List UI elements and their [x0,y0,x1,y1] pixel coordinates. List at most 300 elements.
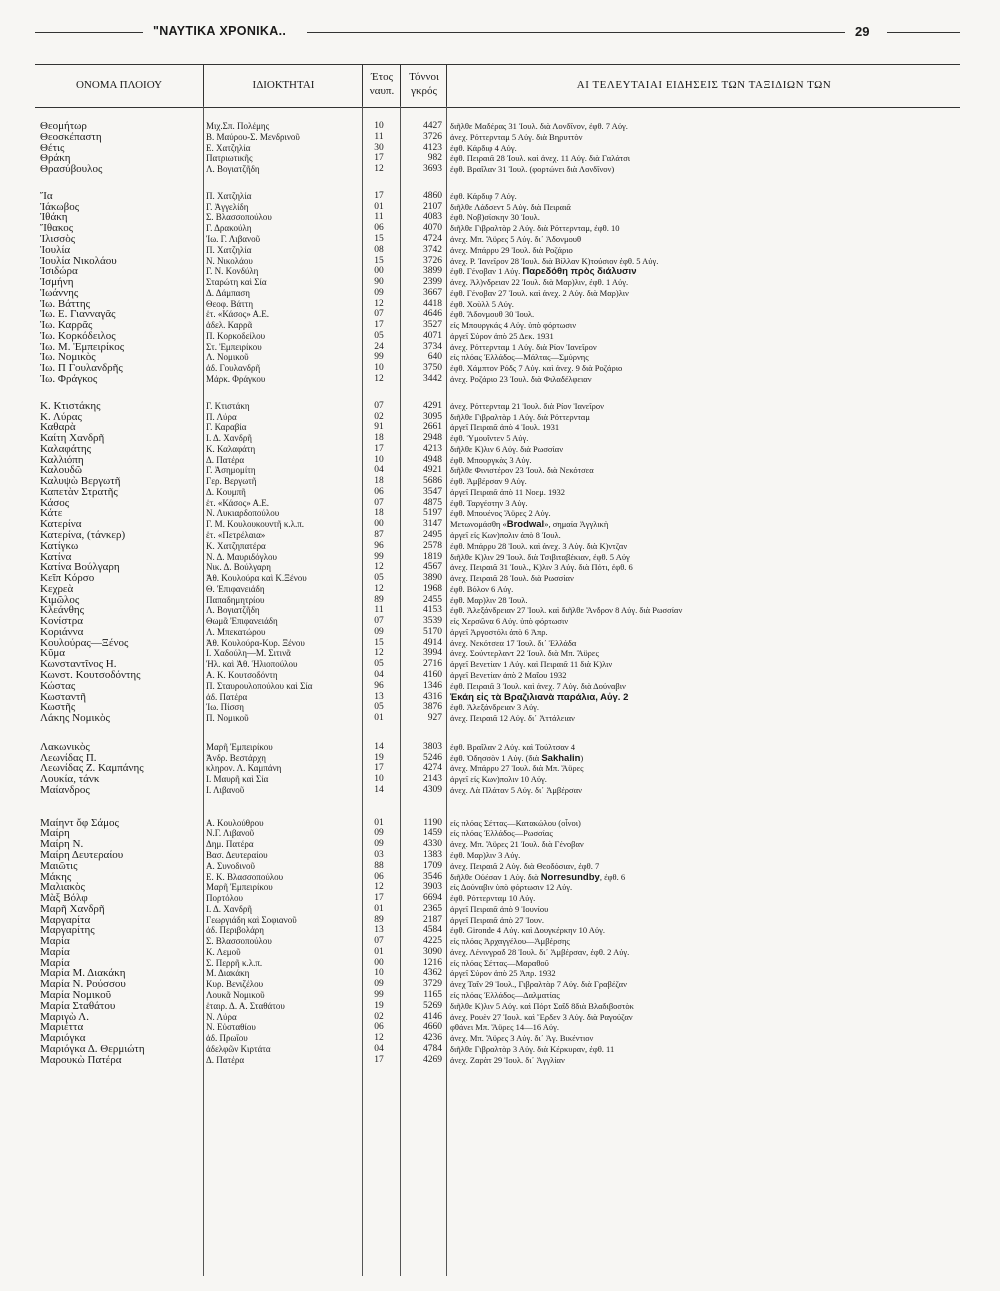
latest-news: Μετωνομάσθη «Brodwal», σημαία Ἀγγλικὴ [450,519,609,531]
build-year: 05 [374,659,384,670]
ship-owner: Π. Νομικοῦ [206,713,249,723]
gross-tons: 3750 [423,363,442,374]
gross-tons: 1819 [423,551,442,562]
gross-tons: 4236 [423,1033,442,1044]
latest-news: ἀργεῖ Βενετίαν ἀπὸ 2 Μαΐου 1932 [450,670,567,680]
ship-name: Κάτε [40,507,63,520]
ship-name: Μαίρη Δευτεραίου [40,849,124,861]
gross-tons: 982 [427,153,442,164]
ship-owner: Π. Χατζηλία [206,244,252,255]
gross-tons: 3729 [423,979,442,990]
ship-owner: Στ. Ἐμπειρίκου [206,341,262,352]
build-year: 15 [374,255,384,266]
build-year: 17 [374,1054,384,1065]
gross-tons: 3667 [423,287,442,298]
latest-news: ἀνεχ. Ἀλ)νδρειαν 22 Ἰουλ. διὰ Μαρ)λιν, ἐφθ. 1 Αὐγ. [450,277,629,287]
ship-name: Μαλιακὸς [40,881,85,894]
latest-news: ἐφθ. Ἄδονμουθ 30 Ἰουλ. [450,309,535,320]
latest-news: ἀργεῖ Σύρον ἀπὸ 25 Ἀπρ. 1932 [450,968,556,979]
ship-name: Κατίγκω [40,539,79,552]
ship-name: Κατίνα Βούλγαρη [40,561,120,574]
build-year: 17 [374,443,384,454]
gross-tons: 4083 [423,212,442,223]
gross-tons: 5197 [423,508,442,519]
gross-tons: 4269 [423,1054,442,1065]
gross-tons: 4427 [423,121,442,131]
col-divider [446,65,447,107]
gross-tons: 4584 [423,925,442,936]
build-year: 99 [374,990,384,1000]
gross-tons: 3726 [423,131,442,142]
latest-news: ἀνεχ. Ζαρὰτ 29 Ἰουλ. δι᾽ Ἀγγλίαν [450,1054,565,1065]
ship-name: Κατερίνα [40,518,82,531]
ship-name: Ἰουλία [40,243,71,256]
latest-news: ἀργεῖ εἰς Κων)πολιν ἀπὸ 8 Ἰουλ. [450,529,561,540]
ship-owner: Θ. Ἐπιφανειάδη [206,583,265,594]
ship-name: Ἴθακος [40,222,74,235]
ship-owner: Σ. Βλασσοπούλου [206,212,272,223]
latest-news: ἐφθ. Γένοβαν 27 Ἰουλ. καὶ ἀνεχ. 2 Αὐγ. διὰ Μαρ)λιν [450,287,629,298]
latest-news: εἰς πλόας Σέττας—Κατακώλου (οἶνοι) [450,817,581,828]
build-year: 08 [374,244,384,255]
latest-news: διῆλθε Λάδσεντ 5 Αὐγ. διὰ Πειραιᾶ [450,201,571,212]
build-year: 06 [374,223,384,234]
latest-news: ἐφθ. Ἀλεξάνδρειαν 3 Αὐγ. [450,702,540,713]
latest-news: διῆλθε Κ)λιν 29 Ἰουλ. διὰ Τσιβιταβέκιαν, ἐφθ. 5 Αὐγ [450,551,630,562]
gross-tons: 2143 [423,774,442,785]
ship-name: Κουλούρας—Ξένος [40,636,129,649]
ship-name: Μὰξ Βόλφ [40,892,88,904]
latest-news: ἀνεχ. Ρόττερνταμ 5 Αὐγ. διὰ Βηρυττὸν [450,131,583,142]
gross-tons: 4860 [423,190,442,201]
ship-owner: Ν. Λυκιαρδοπούλου [206,508,280,519]
ship-name: Μαριέττα [40,1021,84,1034]
latest-news: ἐφθ. Χάμπτον Ρόδς 7 Αὐγ. καὶ ἀνεχ. 9 διὰ Ροζάριο [450,363,623,374]
latest-news: ἐφθ. Ταργέοτην 3 Αὐγ. [450,497,528,508]
ship-owner: Ν. Δ. Μαυριδόγλου [206,551,277,562]
ship-owner: Κ. Χατζηπατέρα [206,540,266,551]
build-year: 06 [374,1022,384,1033]
ship-name: Ἰω. Μ. Ἐμπειρίκος [40,340,125,353]
ship-name: Μαργαρίτα [40,913,91,926]
ship-owner: Θωμᾶ Ἐπιφανειάδη [206,616,278,627]
magazine-title: "ΝΑΥΤΙΚΑ ΧΡΟΝΙΚΑ.. [153,24,287,38]
gross-tons: 4153 [423,605,442,616]
build-year: 13 [374,691,384,702]
latest-news: ἐφθ. Βόλον 6 Αὐγ. [450,583,514,594]
latest-news: ἀνεχ. Μπ. Ἄϋρες 21 Ἰουλ. διὰ Γένοβαν [450,839,584,850]
gross-tons: 6694 [423,893,442,903]
build-year: 90 [374,277,384,287]
ship-owner: Ν. Λύρα [206,1011,237,1022]
latest-news: εἰς Δούναβιν ὑπὸ φόρτωσιν 12 Αὐγ. [450,882,573,893]
ship-name: Καίτη Χανδρῆ [40,432,105,444]
ship-name: Μαριγὼ Λ. [40,1010,89,1023]
latest-news: ἀνεχ. Ρουὲν 27 Ἰουλ. καὶ Ἔρδεν 3 Αὐγ. διὰ Ραγούζαν [450,1011,633,1022]
ship-owner: Π. Σταυρουλοπούλου καὶ Σία [206,680,313,691]
build-year: 01 [374,903,384,914]
ship-name: Μαριόγκα [40,1032,86,1045]
ship-name: Κωνστ. Κουτσοδόντης [40,669,141,681]
gross-tons: 927 [427,713,442,723]
latest-news: ἀνεχ. Πειραιᾶ 12 Αὐγ. δι᾽ Ἀττάλειαν [450,713,575,723]
latest-news: ἀνεχ. Νεκότσεα 17 Ἰουλ. δι᾽ Ἑλλάδα [450,637,577,648]
ship-owner: Γ. Ν. Κονδύλη [206,266,259,277]
latest-news: ἐφθ. Βραΐλαν 31 Ἰουλ. (φορτώνει διὰ Λονδῖνον) [450,164,615,175]
gross-tons: 3693 [423,164,442,175]
build-year: 05 [374,330,384,341]
ship-name: Κιμῶλος [40,593,80,606]
ship-owner: Ν. Εὐσταθίου [206,1022,256,1033]
ship-owner: Γ. Ἀσημομίτη [206,465,256,476]
latest-news: ἀνεχ. Λένινγραδ 28 Ἰουλ. δι᾽ Ἀμβέρσαν, ἐφθ. 2 Αὐγ. [450,946,630,957]
ship-name: Μαρία Νομικοῦ [40,989,112,1001]
gross-tons: 2107 [423,201,442,212]
ship-name: Κῦμα [40,647,66,660]
build-year: 12 [374,1033,384,1044]
latest-news: ἀνεχ. Μπ. Ἄϋρες 3 Αὐγ. δι᾽ Ἀγ. Βικέντιον [450,1033,594,1044]
latest-news: ἀργεῖ Βενετίαν 1 Αὐγ. καὶ Πειραιᾶ 11 διὰ Κ)λιν [450,659,613,670]
build-year: 07 [374,309,384,320]
latest-news: διῆλθε Μαδέρας 31 Ἰουλ. διὰ Λονδῖνον, ἐφθ. 7 Αὐγ. [450,121,628,131]
header-rule-right [887,32,960,33]
ship-owner: Δ. Πατέρα [206,454,245,465]
ship-name: Λεωνίδας Ζ. Καμπάνης [40,762,144,775]
ship-name: Ἰσμήνη [40,276,74,288]
ship-name: Μαρῆ Χανδρῆ [40,902,105,915]
gross-tons: 4213 [423,443,442,454]
gross-tons: 4160 [423,670,442,680]
ship-owner: Μαρῆ Ἐμπειρίκου [206,741,273,752]
ship-owner: Π. Κορκοδείλου [206,330,266,341]
ship-name: Κεῖπ Κόρσο [40,572,95,584]
gross-tons: 3876 [423,702,442,713]
ship-owner: Παπαδημητρίου [206,594,265,605]
build-year: 17 [374,763,384,774]
ship-owner: Μ. Διακάκη [206,968,250,979]
ship-owner: ἀδ. Πρωΐου [206,1033,248,1044]
latest-news: ἐφθ. Μπουργκὰς 3 Αὐγ. [450,454,532,465]
build-year: 09 [374,839,384,850]
ship-owner: ἀδελφῶν Κιρτάτα [206,1043,271,1054]
ship-name: Θράκη [40,152,71,165]
gross-tons: 4914 [423,637,442,648]
ship-name: Κατίνα [40,550,72,563]
header-rule-left [35,32,143,33]
latest-news: ἀνεχ. Μπάρρυ 27 Ἰουλ. διὰ Μπ. Ἄϋρες [450,763,584,774]
build-year: 00 [374,266,384,277]
build-year: 10 [374,774,384,785]
build-year: 99 [374,352,384,363]
build-year: 09 [374,287,384,298]
build-year: 96 [374,680,384,691]
ship-owner: Ν.Γ. Λιβανοῦ [206,828,255,839]
gross-tons: 4274 [423,763,442,774]
build-year: 14 [374,784,384,795]
ship-name: Καπετὰν Στρατῆς [40,485,118,498]
gross-tons: 4225 [423,936,442,947]
ship-name: Ἰάκωβος [40,200,80,213]
ship-owner: Λ. Βογιατζῆδη [206,164,260,175]
gross-tons: 3726 [423,255,442,266]
ship-owner: Π. Λύρα [206,411,237,422]
gross-tons: 3547 [423,486,442,497]
build-year: 07 [374,616,384,627]
col-divider [362,106,363,1276]
ship-name: Ἰω. Νομικὸς [40,351,96,364]
ship-name: Κατερίνα, (τάνκερ) [40,528,126,541]
ship-name: Καλυψὼ Βεργωτῆ [40,475,121,488]
gross-tons: 4362 [423,968,442,979]
latest-news: διῆλθε Γιβραλτὰρ 1 Αὐγ. διὰ Ρόττερνταμ [450,411,590,422]
latest-news: διῆλθε Κ)λιν 6 Αὐγ. διὰ Ρωσσίαν [450,443,564,454]
latest-news: ἀργεῖ Σύρον ἀπὸ 25 Δεκ. 1931 [450,330,554,341]
col-header-year-1: Έτος [371,71,393,83]
build-year: 07 [374,400,384,411]
latest-news: ἀνεχ. Πειραιᾶ 31 Ἰουλ., Κ)λιν 3 Αὐγ. διὰ Πότι, ἐφθ. 6 [450,562,633,573]
ship-name: Ἰθάκη [40,211,68,224]
latest-news: εἰς πλόας Ἑλλάδος—Δαλματίας [450,990,560,1000]
ship-owner: Ἀνδρ. Βεστάρχη [206,752,266,763]
ship-name: Κ. Λύρας [40,410,82,423]
ship-owner: ἑτ. «Πετρέλαια» [206,529,266,540]
latest-news: διῆλθε Οὐέσαν 1 Αὐγ. διὰ Norresundby, ἐφθ. 6 [450,871,626,883]
gross-tons: 2365 [423,903,442,914]
build-year: 07 [374,936,384,947]
gross-tons: 3803 [423,741,442,752]
ship-name: Μαρία Ν. Ρούσσου [40,978,126,991]
build-year: 02 [374,411,384,422]
latest-news: ἐφθ. Ὀδησσὸν 1 Αὐγ. (διὰ Sakhalin) [450,752,584,764]
gross-tons: 2455 [423,594,442,605]
gross-tons: 3994 [423,648,442,659]
build-year: 11 [374,131,384,142]
ship-name: Ἰωάννης [40,286,79,299]
gross-tons: 4875 [423,497,442,508]
header-rule-middle [307,32,845,33]
column-headers [35,64,960,108]
ship-name: Ἰουλία Νικολάου [40,254,117,267]
latest-news: ἀργεῖ Πειραιᾶ ἀπὸ 4 Ἰουλ. 1931 [450,422,560,433]
ship-owner: Γεωργιάδη καὶ Σοφιανοῦ [206,914,297,925]
col-header-owner: ΙΔΙΟΚΤΗΤΑΙ [252,79,315,91]
build-year: 89 [374,594,384,605]
col-divider [400,106,401,1276]
build-year: 88 [374,860,384,871]
latest-news: ἀργεῖ Πειραιᾶ ἀπὸ 11 Νοεμ. 1932 [450,486,566,497]
gross-tons: 4646 [423,309,442,320]
ship-name: Μαρία Σταθάτου [40,999,116,1012]
latest-news: ἀνεχ. Ροζάριο 23 Ἰουλ. διὰ Φιλαδέλφειαν [450,373,592,384]
ship-owner: Γ. Καραβία [206,422,247,433]
ship-name: Ἴα [40,189,53,202]
latest-news: ἀνεχ. Σούντερλαντ 22 Ἰουλ. διὰ Μπ. Ἄϋρες [450,648,599,659]
gross-tons: 1216 [423,957,442,968]
ship-owner: Ἰω. Πίσση [206,702,244,713]
build-year: 96 [374,540,384,551]
build-year: 00 [374,957,384,968]
build-year: 24 [374,341,384,352]
ship-owner: Δ. Κουμπῆ [206,486,246,497]
build-year: 10 [374,363,384,374]
ship-owner: Δημ. Πατέρα [206,839,254,850]
ship-name: Λακωνικὸς [40,740,90,753]
build-year: 19 [374,1000,384,1011]
ship-owner: Μάρκ. Φράγκου [206,373,266,384]
ship-name: Λουκία, τάνκ [40,773,100,786]
ship-owner: Νικ. Δ. Βούλγαρη [206,562,271,573]
build-year: 00 [374,519,384,530]
ship-name: Ἰω. Ε. Γιανναγᾶς [40,308,116,321]
ship-owner: Π. Χατζηλία [206,190,252,201]
col-header-tons-1: Τόννοι [409,71,439,83]
latest-news: Ἐκάη εἰς τὰ Βραζιλιανὰ παράλια, Αὐγ. 2 [450,691,629,703]
latest-news: ἀνεχ. Ρ. Ἰανεῖρον 28 Ἰουλ. διὰ Βίλλαν Κ)τούσιον ἐφθ. 5 Αὐγ. [450,255,659,266]
gross-tons: 3095 [423,411,442,422]
gross-tons: 1709 [423,860,442,871]
build-year: 09 [374,626,384,637]
ship-name: Ἰω. Φράγκος [40,372,98,385]
ship-name: Μαργαρίτης [40,924,95,937]
build-year: 09 [374,979,384,990]
ship-owner: ἀδ. Γουλανδρῆ [206,363,261,374]
latest-news: ἐφθ. Κάρδιφ 4 Αὐγ. [450,142,517,153]
build-year: 05 [374,573,384,583]
build-year: 14 [374,741,384,752]
gross-tons: 4291 [423,400,442,411]
col-divider [446,106,447,1276]
ship-owner: ἀδ. Πατέρα [206,691,248,702]
ship-owner: Ἀθ. Κουλούρα-Κυρ. Ξένου [206,637,305,648]
ship-owner: Ἰω. Γ. Λιβανοῦ [206,233,261,244]
ship-owner: Ι. Λιβανοῦ [206,784,245,795]
build-year: 15 [374,233,384,244]
ship-name: Καλουδῶ [40,464,83,477]
latest-news: ἀνεχ. Πειραιᾶ 2 Αὐγ. διὰ Θεοδόσιαν, ἐφθ. 7 [450,860,600,871]
ship-owner: Α. Κ. Κουτσοδόντη [206,670,278,680]
latest-news: ἀργεῖ Ἀργοστόλι ἀπὸ 6 Ἀπρ. [450,626,548,637]
ship-name: Μαίηντ ὄφ Σάμος [40,816,119,829]
ship-name: Ἰω. Βάττης [40,297,90,310]
gross-tons: 640 [427,352,442,363]
latest-news: εἰς πλόας Ἑλλάδος—Μάλτας—Σμύρνης [450,352,589,363]
build-year: 17 [374,190,384,201]
build-year: 99 [374,551,384,562]
ship-owner: Ι. Μαυρῆ καὶ Σία [206,774,269,785]
gross-tons: 2716 [423,659,442,670]
latest-news: ἐφθ. Ἀμβέρσαν 9 Αὐγ. [450,476,527,487]
latest-news: ἀνεχ. Μπ. Ἄϋρες 5 Αὐγ. δι᾽ Ἀδονμουθ [450,233,582,244]
latest-news: ἀνεχ. Λὰ Πλάταν 5 Αὐγ. δι᾽ Ἀμβέρσαν [450,784,582,795]
ship-owner: Ἡλ. καὶ Ἀθ. Ἡλιοπούλου [206,659,298,670]
build-year: 07 [374,497,384,508]
ship-owner: Δ. Πατέρα [206,1054,245,1065]
latest-news: ἐφθ. Μαρ)λιν 28 Ἰουλ. [450,594,528,605]
gross-tons: 3742 [423,244,442,255]
build-year: 18 [374,433,384,443]
gross-tons: 4071 [423,330,442,341]
ship-owner: Θεοφ. Βάττη [206,298,254,309]
gross-tons: 2495 [423,529,442,540]
ship-name: Κεχρεὰ [40,582,74,595]
gross-tons: 4948 [423,454,442,465]
ship-name: Μαίρη [40,827,70,840]
latest-news: ἀνεχ Ταΐν 29 Ἰουλ., Γιβραλτὰρ 7 Αὐγ. διὰ Γραβέζαν [450,979,627,990]
page-header [35,18,960,46]
ship-name: Ἰσιδώρα [40,265,78,278]
gross-tons: 4784 [423,1043,442,1054]
build-year: 10 [374,454,384,465]
latest-news: ἐφθ. Πειραιᾶ 28 Ἰουλ. καὶ ἀνεχ. 11 Αὐγ. διὰ Γαλάτσι [450,153,631,164]
gross-tons: 5246 [423,752,442,763]
ship-owner: Ἀθ. Κουλούρα καὶ Κ.Ξένου [206,573,307,583]
ship-owner: Γ. Ἀγγελίδη [206,201,249,212]
latest-news: ἐφθ. Ὑμουΐντεν 5 Αὐγ. [450,433,529,443]
build-year: 10 [374,121,384,131]
build-year: 12 [374,583,384,594]
gross-tons: 1190 [423,817,442,828]
build-year: 06 [374,871,384,882]
latest-news: ἐφθ. Βραΐλαν 2 Αὐγ. καὶ Τούλτσαν 4 [450,741,576,752]
ship-owner: Ι. Χαδούλη—Μ. Σιτινᾶ [206,648,291,659]
ship-owner: ἀδελ. Καρρᾶ [206,320,253,331]
latest-news: διῆλθε Γιβραλτὰρ 3 Αὐγ. διὰ Κέρκυραν, ἐφθ. 11 [450,1043,615,1054]
ship-owner: Μιχ.Σπ. Πολέμης [206,121,270,131]
build-year: 04 [374,1043,384,1054]
ship-owner: Κ. Καλαφάτη [206,443,256,454]
ship-owner: Βασ. Δευτεραίου [206,850,268,860]
build-year: 04 [374,670,384,680]
ship-owner: Γ. Κτιστάκη [206,400,250,411]
ship-owner: Πορτόλου [206,893,243,903]
col-header-year-2: ναυπ. [369,85,395,97]
gross-tons: 3527 [423,320,442,331]
build-year: 03 [374,850,384,860]
gross-tons: 1346 [423,680,442,691]
latest-news: ἐφθ. Πειραιᾶ 3 Ἰουλ. καὶ ἀνεχ. 7 Αὐγ. διὰ Δούναβιν [450,680,626,691]
ship-owner: Λ. Μπεκατώρου [206,626,266,637]
gross-tons: 2948 [423,433,442,443]
build-year: 17 [374,153,384,164]
col-divider [400,65,401,107]
latest-news: ἐφθ. Μπουένος Ἄϋρες 2 Αὐγ. [450,508,551,519]
gross-tons: 3734 [423,341,442,352]
gross-tons: 3890 [423,573,442,583]
ship-name: Θρασύβουλος [40,163,103,176]
latest-news: φθάνει Μπ. Ἄϋρες 14—16 Αὐγ. [450,1022,559,1033]
latest-news: ἐφθ. Γένοβαν 1 Αὐγ. Παρεδόθη πρὸς διάλυσιν [450,266,637,278]
ship-name: Καλλιόπη [40,453,84,466]
gross-tons: 4330 [423,839,442,850]
build-year: 87 [374,529,384,540]
latest-news: εἰς Μπουργκάς 4 Αὐγ. ὑπὸ φόρτωσιν [450,320,577,331]
ship-owner: Μαρῆ Ἐμπειρίκου [206,882,273,893]
ship-owner: Γερ. Βεργωτῆ [206,476,257,487]
ship-owner: Κυρ. Βενιζέλου [206,979,264,990]
gross-tons: 4724 [423,233,442,244]
latest-news: ἀργεῖ Πειραιᾶ ἀπὸ 9 Ἰουνίου [450,903,549,914]
col-divider [362,65,363,107]
col-divider [203,106,204,1276]
ship-name: Λάκης Νομικὸς [40,712,110,724]
gross-tons: 5269 [423,1000,442,1011]
latest-news: ἐφθ. Μαρ)λιν 3 Αὐγ. [450,850,521,860]
ship-name: Θεοσκέπαστη [40,130,102,143]
gross-tons: 4070 [423,223,442,234]
ship-name: Κωστῆς [40,701,76,714]
ship-name: Ἰω. Καρρᾶς [40,319,93,332]
latest-news: ἐφθ. Κάρδιφ 7 Αὐγ. [450,190,517,201]
